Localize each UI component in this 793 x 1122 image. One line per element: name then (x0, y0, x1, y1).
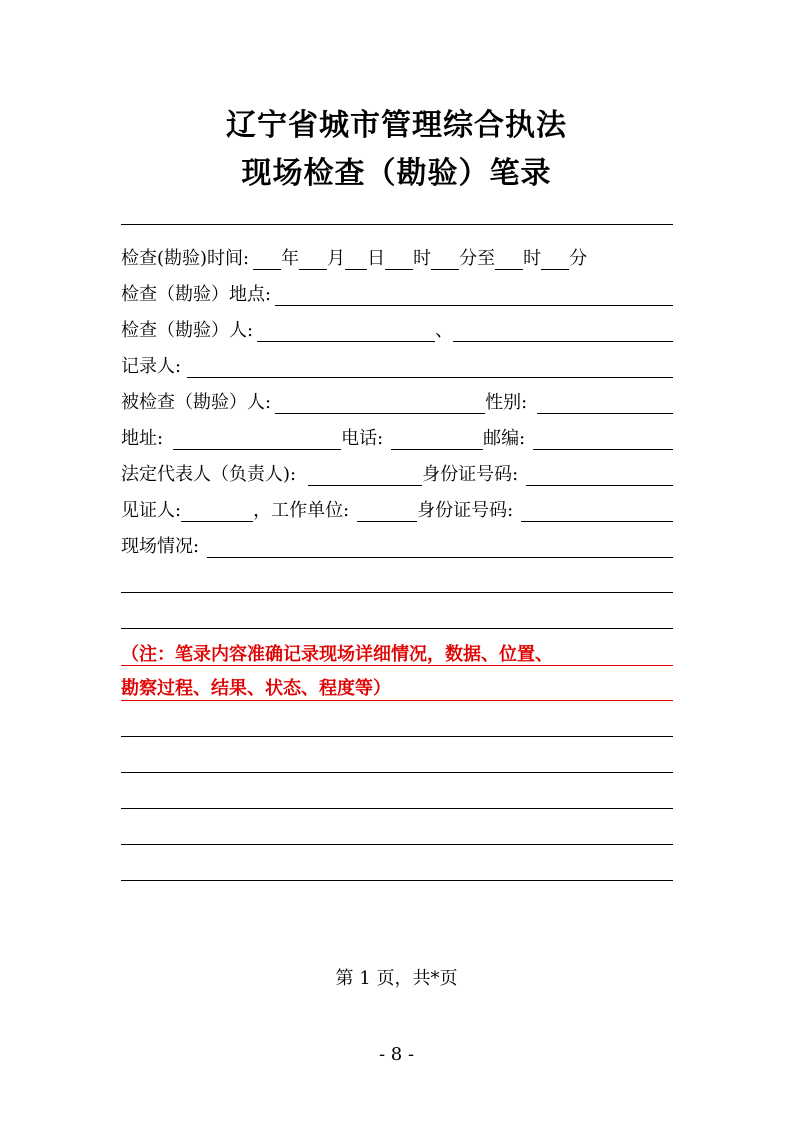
scene-line-5[interactable] (121, 808, 673, 809)
note-line-2: 勘察过程、结果、状态、程度等） (121, 678, 391, 699)
time-label: 检查(勘验)时间: (121, 248, 250, 269)
location-field[interactable] (275, 283, 673, 306)
hour-label: 时 (413, 248, 432, 269)
day-label: 日 (367, 248, 386, 269)
witness-row (121, 494, 673, 524)
scene-field[interactable] (207, 535, 673, 558)
minute-to-label: 分至 (459, 248, 496, 269)
witness-id-label: 身份证号码: (417, 500, 514, 521)
location-label: 检查（勘验）地点: (121, 284, 272, 305)
gender-field[interactable] (537, 391, 673, 414)
document-title: 辽宁省城市管理综合执法 (226, 108, 567, 143)
postcode-label: 邮编: (483, 428, 526, 449)
recorder-row (121, 350, 673, 380)
id-number-label: 身份证号码: (422, 464, 519, 485)
legal-rep-field[interactable] (308, 463, 422, 486)
note-line-1: （注：笔录内容准确记录现场详细情况，数据、位置、 (121, 644, 553, 665)
recorder-label: 记录人: (121, 356, 182, 377)
recorder-field[interactable] (187, 355, 673, 378)
location-row (121, 278, 673, 308)
inspectors-separator: 、 (435, 320, 454, 341)
day-field[interactable] (345, 247, 367, 270)
gender-label: 性别: (485, 392, 528, 413)
work-unit-field[interactable] (357, 499, 417, 522)
inspected-label: 被检查（勘验）人: (121, 392, 272, 413)
scene-line-6[interactable] (121, 844, 673, 845)
witness-label: 见证人: (121, 500, 182, 521)
scene-line-7[interactable] (121, 880, 673, 881)
month-label: 月 (327, 248, 346, 269)
address-row (121, 422, 673, 452)
postcode-field[interactable] (533, 427, 673, 450)
witness-field[interactable] (181, 499, 253, 522)
inspected-row (121, 386, 673, 416)
address-field[interactable] (173, 427, 341, 450)
scene-line-4[interactable] (121, 772, 673, 773)
month-field[interactable] (299, 247, 327, 270)
witness-id-field[interactable] (521, 499, 673, 522)
end-minute-label: 分 (569, 248, 588, 269)
page-info: 第 1 页，共*页 (335, 968, 458, 989)
legal-rep-label: 法定代表人（负责人): (121, 464, 297, 485)
end-hour-label: 时 (523, 248, 542, 269)
page-number: - 8 - (378, 1044, 415, 1065)
inspectors-label: 检查（勘验）人: (121, 320, 254, 341)
legal-rep-row (121, 458, 673, 488)
note-underline-1 (121, 665, 673, 666)
end-minute-field[interactable] (541, 247, 569, 270)
inspector-1-field[interactable] (257, 319, 435, 342)
scene-row (121, 530, 673, 560)
scene-line-2[interactable] (121, 628, 673, 629)
header-rule (121, 224, 673, 225)
scene-line-3[interactable] (121, 736, 673, 737)
end-hour-field[interactable] (495, 247, 523, 270)
phone-field[interactable] (391, 427, 483, 450)
inspectors-row (121, 314, 673, 344)
year-field[interactable] (253, 247, 281, 270)
scene-line-1[interactable] (121, 592, 673, 593)
document-subtitle: 现场检查（勘验）笔录 (241, 156, 552, 191)
id-number-field[interactable] (526, 463, 673, 486)
hour-field[interactable] (385, 247, 413, 270)
inspector-2-field[interactable] (453, 319, 673, 342)
minute-field[interactable] (431, 247, 459, 270)
inspected-field[interactable] (275, 391, 485, 414)
address-label: 地址: (121, 428, 164, 449)
phone-label: 电话: (341, 428, 384, 449)
note-underline-2 (121, 700, 673, 701)
time-row (121, 242, 673, 272)
scene-label: 现场情况: (121, 536, 200, 557)
year-label: 年 (281, 248, 300, 269)
work-unit-label: ，工作单位: (253, 500, 350, 521)
